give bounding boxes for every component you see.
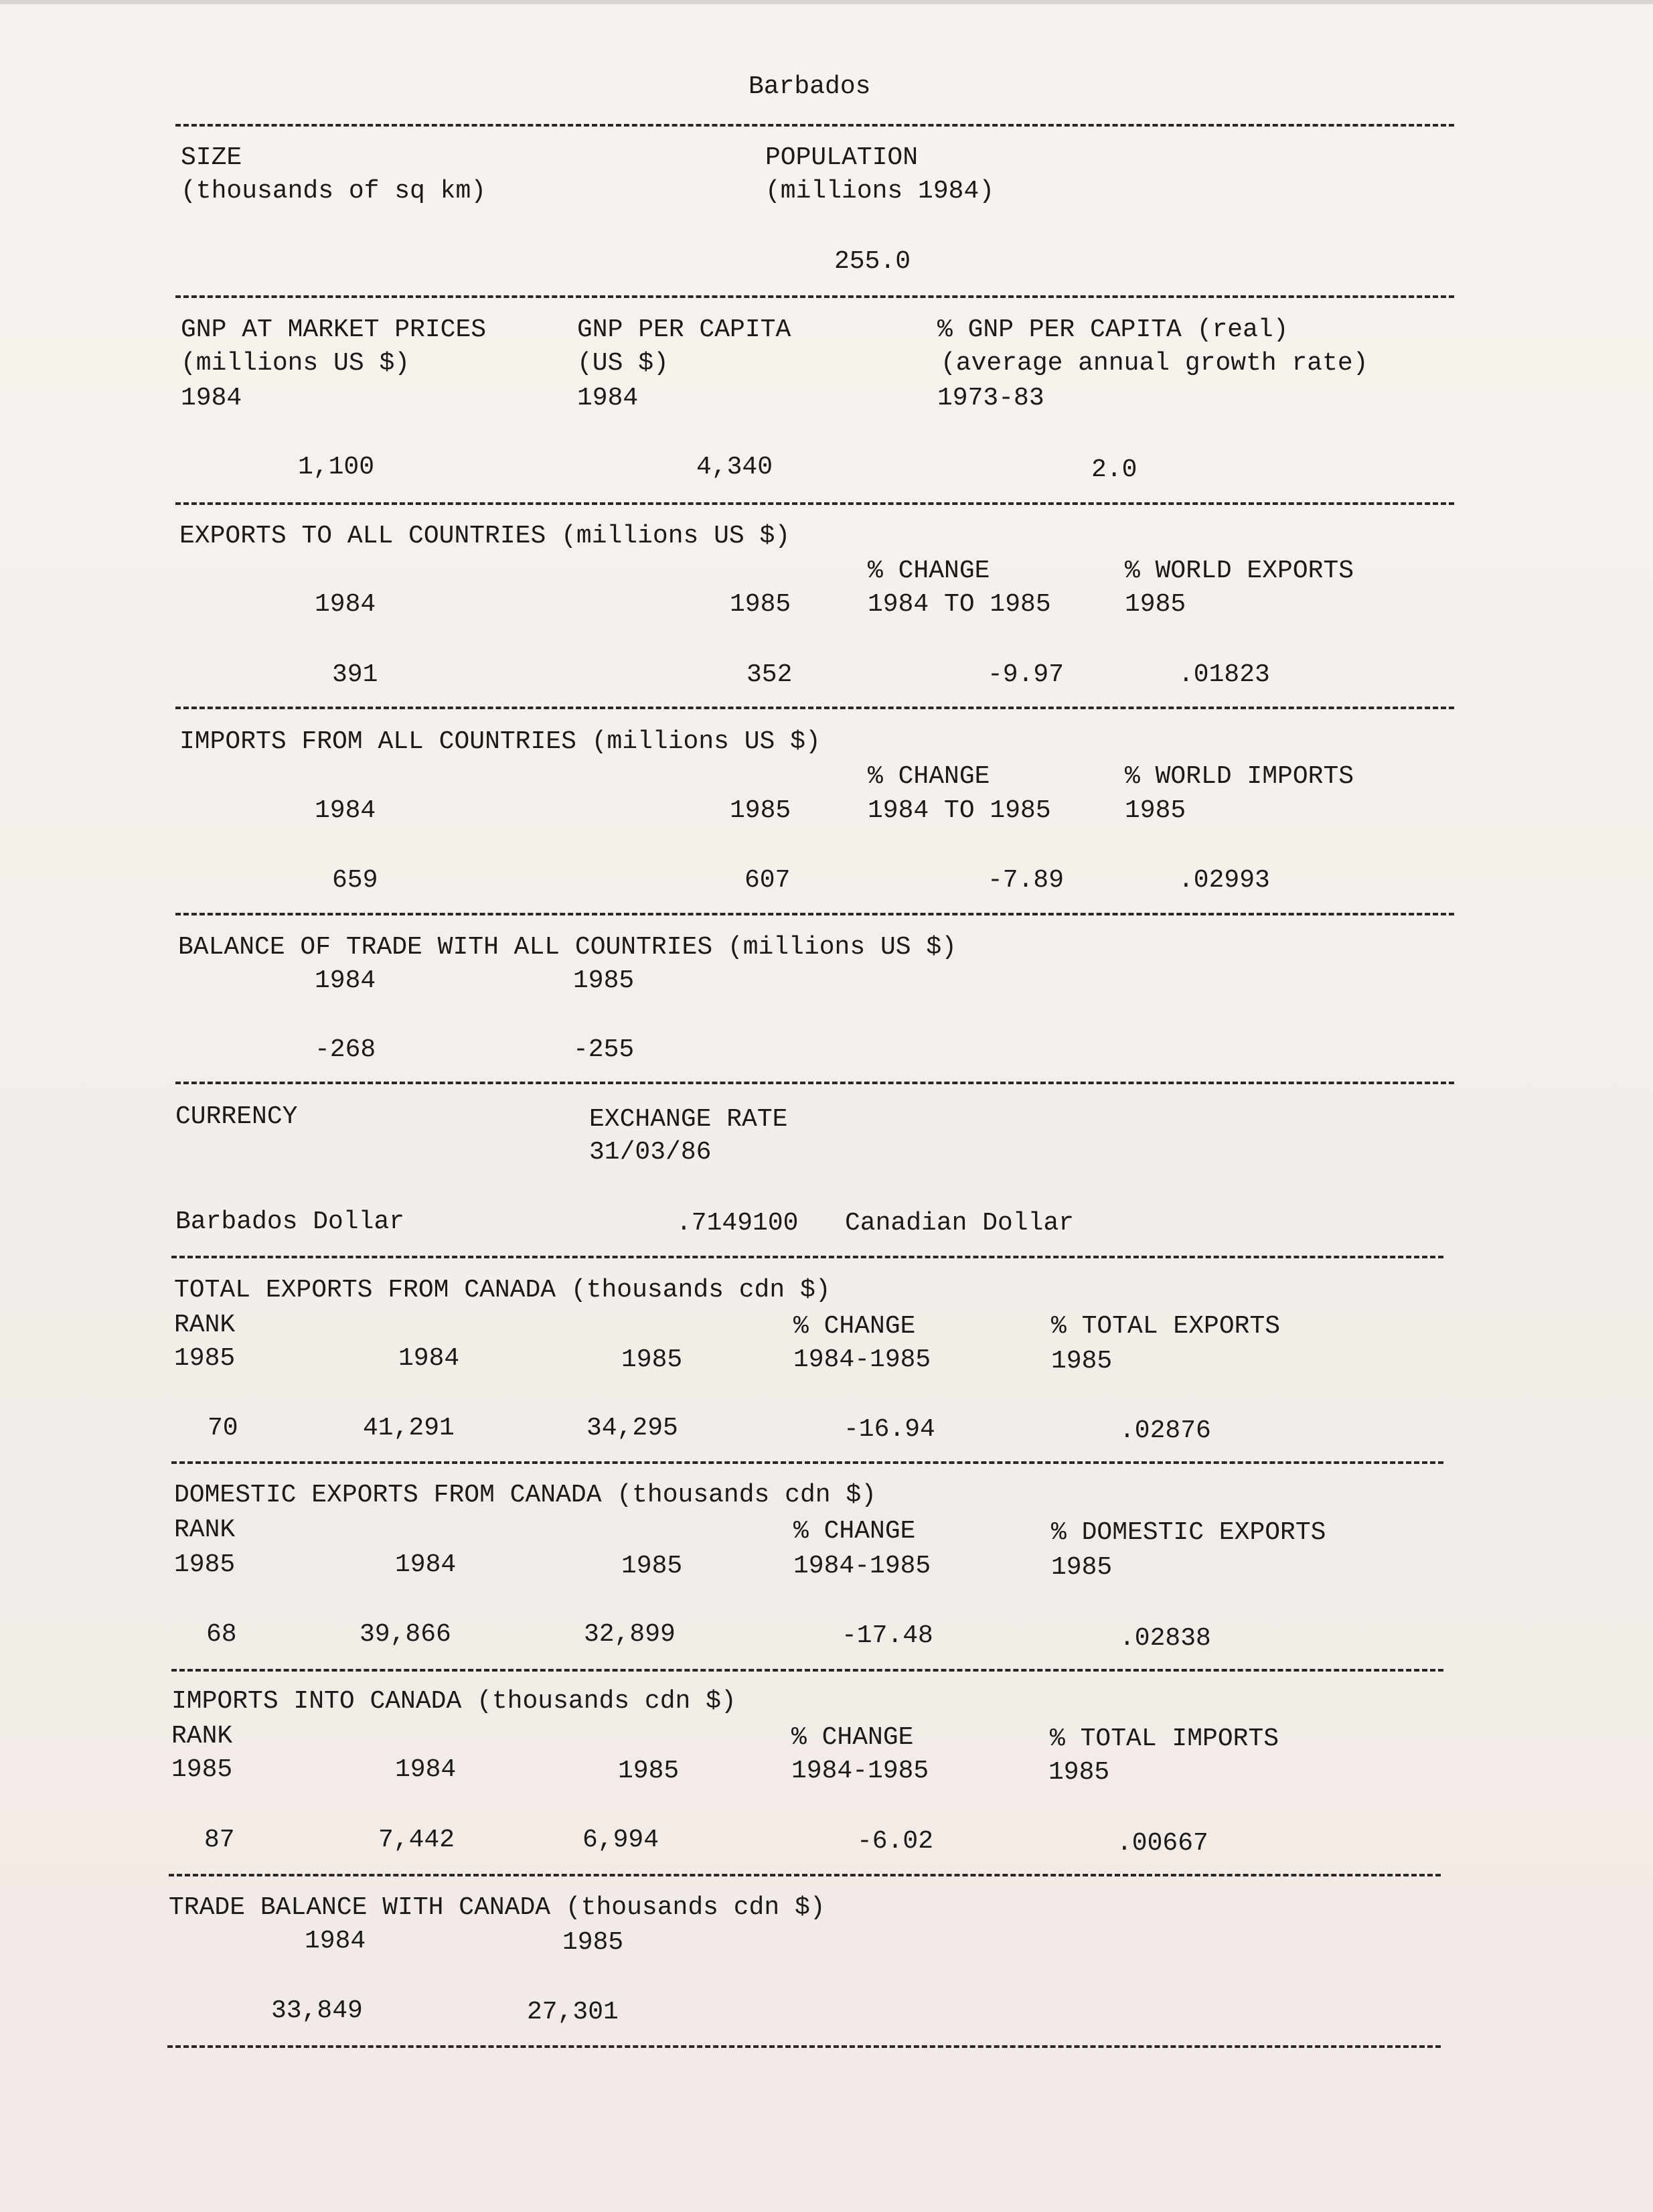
column-1984: 1984 [315, 590, 376, 619]
change-period: 1984-1985 [791, 1757, 929, 1785]
column-1984: 1984 [395, 1550, 457, 1579]
gnp-per-capita-year: 1984 [577, 384, 639, 413]
share-year: 1985 [1051, 1553, 1113, 1582]
column-1984: 1984 [315, 796, 376, 825]
change-value: -6.02 [857, 1827, 934, 1856]
gnp-growth-unit: (average annual growth rate) [941, 349, 1368, 378]
column-1985: 1985 [562, 1928, 624, 1957]
currency-name: Barbados Dollar [175, 1207, 405, 1236]
change-value: -17.48 [842, 1621, 933, 1650]
size-label: SIZE [181, 143, 242, 172]
change-value: -16.94 [844, 1415, 935, 1444]
gnp-market-label: GNP AT MARKET PRICES [181, 315, 487, 344]
share-label: % DOMESTIC EXPORTS [1051, 1518, 1326, 1547]
rank-year: 1985 [171, 1755, 233, 1784]
column-1985: 1985 [621, 1552, 683, 1580]
change-label: % CHANGE [868, 762, 990, 791]
column-1984: 1984 [398, 1344, 460, 1373]
section-divider [175, 502, 1454, 505]
section-divider [175, 913, 1454, 915]
world-share-value: .01823 [1178, 660, 1270, 689]
exchange-rate-unit: Canadian Dollar [845, 1209, 1075, 1238]
change-label: % CHANGE [793, 1312, 916, 1341]
value-1985: 32,899 [584, 1620, 676, 1649]
section-divider [175, 124, 1454, 127]
rank-label: RANK [174, 1311, 236, 1339]
value-1984: -268 [315, 1035, 376, 1064]
section-divider [171, 1256, 1443, 1258]
section-divider [169, 1874, 1441, 1876]
share-year: 1985 [1051, 1347, 1113, 1376]
rank-value: 87 [204, 1826, 235, 1854]
gnp-growth-value: 2.0 [1091, 455, 1137, 484]
section-heading: BALANCE OF TRADE WITH ALL COUNTRIES (millions US $) [178, 933, 957, 962]
section-heading: TRADE BALANCE WITH CANADA (thousands cdn $) [169, 1893, 825, 1922]
share-label: % TOTAL EXPORTS [1051, 1312, 1281, 1341]
section-heading: EXPORTS TO ALL COUNTRIES (millions US $) [179, 522, 791, 550]
page-title: Barbados [749, 72, 871, 101]
section-divider [175, 1082, 1454, 1084]
value-1985: 27,301 [527, 1998, 619, 2026]
section-divider [175, 295, 1454, 298]
value-1984: 659 [332, 866, 378, 895]
rank-label: RANK [174, 1516, 236, 1544]
section-divider [171, 1669, 1443, 1672]
share-value: .00667 [1117, 1829, 1208, 1858]
change-period: 1984-1985 [793, 1552, 931, 1580]
value-1985: -255 [573, 1035, 635, 1064]
column-1985: 1985 [621, 1345, 683, 1374]
rank-year: 1985 [174, 1550, 236, 1579]
population-value: 255.0 [834, 247, 911, 276]
gnp-market-unit: (millions US $) [181, 349, 410, 378]
exchange-rate-label: EXCHANGE RATE [589, 1105, 788, 1134]
world-share-label: % WORLD EXPORTS [1125, 557, 1354, 585]
change-label: % CHANGE [868, 557, 990, 585]
section-divider [167, 2045, 1441, 2048]
value-1985: 6,994 [582, 1826, 659, 1854]
size-unit: (thousands of sq km) [181, 177, 487, 206]
section-divider [171, 1461, 1443, 1464]
world-share-year: 1985 [1125, 796, 1186, 825]
value-1984: 41,291 [363, 1414, 455, 1443]
change-period: 1984-1985 [793, 1345, 931, 1374]
share-value: .02876 [1119, 1416, 1211, 1445]
rank-value: 68 [206, 1620, 237, 1649]
value-1985: 34,295 [586, 1414, 678, 1443]
gnp-market-year: 1984 [181, 384, 242, 413]
gnp-per-capita-value: 4,340 [696, 453, 773, 482]
change-period: 1984 TO 1985 [868, 590, 1051, 619]
change-label: % CHANGE [793, 1517, 916, 1546]
section-heading: TOTAL EXPORTS FROM CANADA (thousands cdn $) [174, 1276, 831, 1305]
section-divider [175, 707, 1454, 709]
column-1984: 1984 [315, 966, 376, 995]
share-label: % TOTAL IMPORTS [1050, 1724, 1279, 1753]
rank-value: 70 [208, 1414, 238, 1443]
gnp-per-capita-unit: (US $) [577, 349, 669, 378]
section-heading: DOMESTIC EXPORTS FROM CANADA (thousands cdn $) [174, 1481, 876, 1509]
exchange-rate-date: 31/03/86 [589, 1138, 712, 1167]
section-heading: IMPORTS FROM ALL COUNTRIES (millions US $) [179, 727, 821, 756]
exchange-rate-value: .7149100 [676, 1209, 799, 1238]
world-share-year: 1985 [1125, 590, 1186, 619]
gnp-per-capita-label: GNP PER CAPITA [577, 315, 791, 344]
rank-label: RANK [171, 1722, 233, 1751]
change-period: 1984 TO 1985 [868, 796, 1051, 825]
share-value: .02838 [1119, 1624, 1211, 1653]
value-1984: 7,442 [378, 1826, 455, 1854]
value-1984: 39,866 [360, 1620, 451, 1649]
gnp-growth-period: 1973-83 [937, 384, 1044, 413]
share-year: 1985 [1048, 1758, 1110, 1787]
change-value: -9.97 [988, 660, 1065, 689]
column-1985: 1985 [730, 796, 791, 825]
population-unit: (millions 1984) [765, 177, 995, 206]
column-1985: 1985 [618, 1757, 680, 1785]
column-1985: 1985 [573, 966, 635, 995]
column-1985: 1985 [730, 590, 791, 619]
population-label: POPULATION [765, 143, 919, 172]
value-1984: 391 [332, 660, 378, 689]
column-1984: 1984 [395, 1755, 457, 1784]
rank-year: 1985 [174, 1344, 236, 1373]
column-1984: 1984 [305, 1927, 366, 1956]
value-1984: 33,849 [271, 1996, 363, 2025]
section-heading: IMPORTS INTO CANADA (thousands cdn $) [171, 1687, 736, 1716]
value-1985: 352 [746, 660, 793, 689]
value-1985: 607 [744, 866, 791, 895]
change-value: -7.89 [988, 866, 1065, 895]
gnp-market-value: 1,100 [298, 453, 375, 482]
world-share-label: % WORLD IMPORTS [1125, 762, 1354, 791]
world-share-value: .02993 [1178, 866, 1270, 895]
change-label: % CHANGE [791, 1723, 914, 1752]
gnp-growth-label: % GNP PER CAPITA (real) [937, 315, 1289, 344]
currency-label: CURRENCY [175, 1102, 298, 1131]
